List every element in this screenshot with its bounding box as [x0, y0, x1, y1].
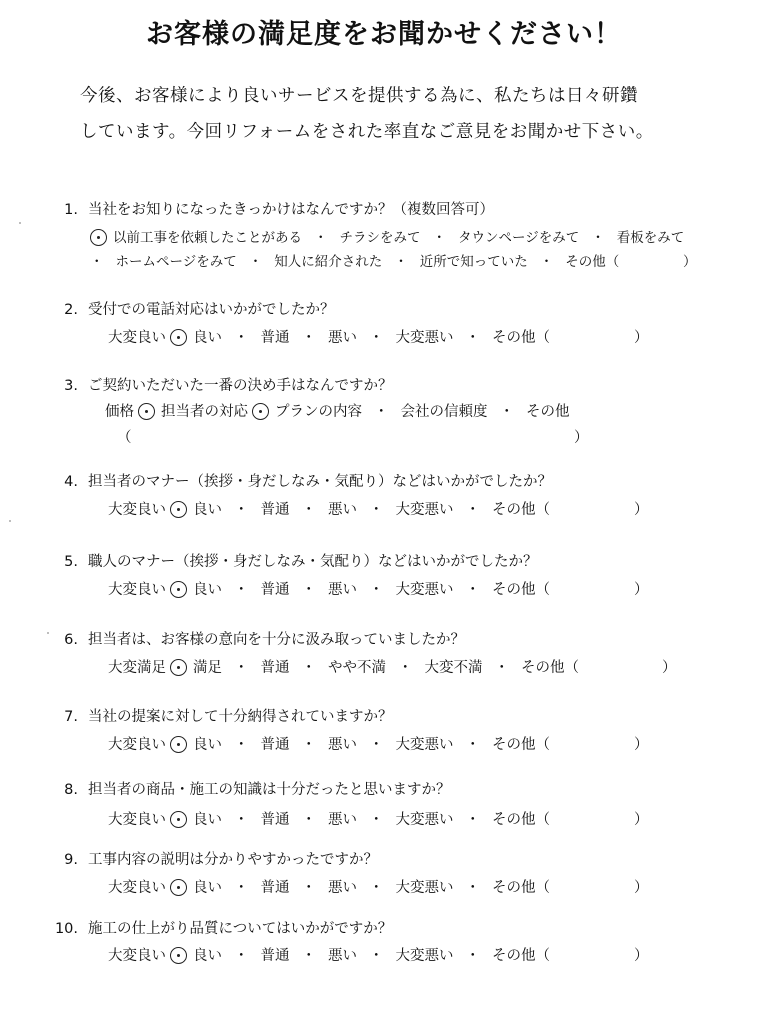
option-2[interactable]: 普通 — [260, 502, 290, 518]
selected-circle-icon — [170, 659, 187, 676]
option-0[interactable]: 大変良い — [108, 330, 166, 346]
option-0[interactable]: 大変良い — [108, 737, 166, 753]
question-number: 10. — [54, 921, 78, 937]
option-4[interactable]: 大変悪い — [395, 502, 454, 518]
option-4[interactable]: 大変悪い — [395, 812, 454, 828]
question-text: 職人のマナー（挨拶・身だしなみ・気配り）などはいかがでしたか？ — [88, 554, 538, 570]
question-text: 担当者は、お客様の意向を十分に汲み取っていましたか？ — [88, 632, 465, 648]
option-2[interactable]: 普通 — [260, 582, 290, 598]
selected-circle-icon — [170, 879, 187, 896]
separator: ・ — [465, 502, 480, 518]
option-4[interactable]: 大変悪い — [395, 948, 454, 964]
option-1[interactable]: 良い — [193, 737, 222, 753]
question-text: ご契約いただいた一番の決め手はなんですか？ — [88, 378, 393, 394]
option-4[interactable]: 大変悪い — [395, 737, 454, 753]
options-line — [108, 944, 550, 965]
separator: ・ — [369, 737, 384, 753]
separator: ・ — [234, 502, 249, 518]
option-0[interactable]: 大変良い — [108, 582, 166, 598]
option-4[interactable]: 大変不満 — [424, 660, 483, 676]
option-3[interactable]: やや不満 — [328, 660, 386, 676]
options-line-1: 以前工事を依頼したことがある ・ チラシをみて ・ タウンページをみて ・ 看板をみて — [90, 226, 684, 247]
option-3[interactable]: 悪い — [328, 502, 357, 518]
separator: ・ — [465, 737, 480, 753]
options-line: 価格 担当者の対応 プランの内容 ・ 会社の信頼度 ・ その他 — [105, 400, 570, 421]
question-text: 工事内容の説明は分かりやすかったですか？ — [88, 852, 378, 868]
option-2[interactable]: 普通 — [260, 330, 290, 346]
options-line — [108, 326, 550, 347]
option-1[interactable]: 良い — [193, 812, 222, 828]
option-5[interactable]: その他（ — [492, 330, 550, 346]
option-homepage[interactable]: ホームページをみて — [115, 254, 237, 270]
selected-circle-icon — [170, 947, 187, 964]
option-acquaintance[interactable]: 知人に紹介された — [274, 254, 383, 270]
selected-circle-icon — [170, 501, 187, 518]
option-3[interactable]: 悪い — [328, 737, 357, 753]
selected-circle-icon — [90, 229, 107, 246]
question-number: 3. — [64, 378, 78, 394]
close-paren: ） — [634, 812, 649, 828]
option-3[interactable]: 悪い — [328, 812, 357, 828]
option-0[interactable]: 大変満足 — [108, 660, 166, 676]
close-paren: ） — [634, 330, 649, 346]
separator: ・ — [369, 502, 384, 518]
question-number: 4. — [64, 474, 78, 490]
options-line — [108, 733, 550, 754]
option-0[interactable]: 大変良い — [108, 948, 166, 964]
close-paren: ） — [634, 948, 649, 964]
option-5[interactable]: その他（ — [492, 880, 550, 896]
question-number: 6. — [64, 632, 78, 648]
intro-line-1: 今後、お客様により良いサービスを提供する為に、私たちは日々研鑽 — [80, 86, 638, 106]
selected-circle-icon — [170, 329, 187, 346]
question-text: 担当者の商品・施工の知識は十分だったと思いますか？ — [88, 782, 451, 798]
option-3[interactable]: 悪い — [328, 880, 357, 896]
separator: ・ — [398, 660, 413, 676]
option-5[interactable]: その他（ — [521, 660, 579, 676]
question-number: 5. — [64, 554, 78, 570]
selected-circle-icon — [170, 736, 187, 753]
option-2[interactable]: 普通 — [260, 880, 290, 896]
separator: ・ — [234, 880, 249, 896]
options-line — [108, 808, 550, 829]
close-paren: ） — [634, 582, 649, 598]
option-2[interactable]: 普通 — [260, 660, 290, 676]
other-close-paren: ） — [574, 430, 589, 446]
separator: ・ — [465, 880, 480, 896]
selected-circle-icon — [138, 403, 155, 420]
option-2[interactable]: 普通 — [260, 948, 290, 964]
option-price[interactable]: 価格 — [105, 404, 134, 420]
close-paren: ） — [683, 254, 697, 270]
option-3[interactable]: 悪い — [328, 582, 357, 598]
separator: ・ — [234, 582, 249, 598]
option-4[interactable]: 大変悪い — [395, 330, 454, 346]
question-number: 8. — [64, 782, 78, 798]
selected-circle-icon — [252, 403, 269, 420]
separator: ・ — [369, 880, 384, 896]
separator: ・ — [301, 502, 316, 518]
close-paren: ） — [634, 737, 649, 753]
separator: ・ — [465, 812, 480, 828]
intro-line-2: しています。今回リフォームをされた率直なご意見をお聞かせ下さい。 — [80, 122, 654, 142]
option-2[interactable]: 普通 — [260, 737, 290, 753]
option-5[interactable]: その他（ — [492, 737, 550, 753]
option-previous-work[interactable]: 以前工事を依頼したことがある — [113, 230, 302, 246]
option-1[interactable]: 良い — [193, 948, 222, 964]
question-text: 受付での電話対応はいかがでしたか？ — [88, 302, 335, 318]
selected-circle-icon — [170, 811, 187, 828]
close-paren: ） — [634, 502, 649, 518]
question-number: 7. — [64, 709, 78, 725]
option-5[interactable]: その他（ — [492, 812, 550, 828]
options-line — [108, 876, 550, 897]
option-1[interactable]: 良い — [193, 880, 222, 896]
question-text: 当社の提案に対して十分納得されていますか？ — [88, 709, 393, 725]
option-signboard[interactable]: 看板をみて — [616, 230, 685, 246]
option-5[interactable]: その他（ — [492, 948, 550, 964]
option-4[interactable]: 大変悪い — [395, 582, 454, 598]
option-0[interactable]: 大変良い — [108, 812, 166, 828]
separator: ・ — [301, 582, 316, 598]
option-0[interactable]: 大変良い — [108, 502, 166, 518]
separator: ・ — [369, 812, 384, 828]
separator: ・ — [301, 812, 316, 828]
option-3[interactable]: 悪い — [328, 948, 357, 964]
option-1[interactable]: 良い — [193, 330, 222, 346]
question-text: 担当者のマナー（挨拶・身だしなみ・気配り）などはいかがでしたか？ — [88, 474, 552, 490]
option-staff-response[interactable]: 担当者の対応 — [161, 404, 248, 420]
option-3[interactable]: 悪い — [328, 330, 357, 346]
option-town-page[interactable]: タウンページをみて — [458, 230, 580, 246]
separator: ・ — [301, 660, 316, 676]
separator: ・ — [301, 330, 316, 346]
separator: ・ — [465, 582, 480, 598]
separator: ・ — [494, 660, 509, 676]
option-1[interactable]: 満足 — [193, 660, 222, 676]
question-text: 施工の仕上がり品質についてはいかがですか？ — [88, 921, 393, 937]
close-paren: ） — [634, 880, 649, 896]
option-1[interactable]: 良い — [193, 582, 222, 598]
option-0[interactable]: 大変良い — [108, 880, 166, 896]
option-5[interactable]: その他（ — [492, 582, 550, 598]
separator: ・ — [369, 330, 384, 346]
separator: ・ — [301, 948, 316, 964]
separator: ・ — [465, 948, 480, 964]
options-line — [108, 498, 550, 519]
separator: ・ — [234, 660, 249, 676]
options-line — [108, 656, 579, 677]
option-other[interactable]: その他（ — [565, 254, 620, 270]
option-neighborhood[interactable]: 近所で知っていた — [419, 254, 528, 270]
close-paren: ） — [662, 660, 677, 676]
options-line-2: ・ ホームページをみて ・ 知人に紹介された ・ 近所で知っていた ・ その他（ — [90, 250, 619, 270]
separator: ・ — [301, 737, 316, 753]
separator: ・ — [234, 812, 249, 828]
separator: ・ — [234, 948, 249, 964]
option-1[interactable]: 良い — [193, 502, 222, 518]
selected-circle-icon — [170, 581, 187, 598]
separator: ・ — [234, 330, 249, 346]
option-company-trust[interactable]: 会社の信頼度 — [400, 404, 488, 420]
question-number: 2. — [64, 302, 78, 318]
option-5[interactable]: その他（ — [492, 502, 550, 518]
separator: ・ — [301, 880, 316, 896]
option-other[interactable]: その他 — [526, 404, 570, 420]
separator: ・ — [369, 582, 384, 598]
other-open-paren: （ — [117, 430, 132, 446]
separator: ・ — [234, 737, 249, 753]
separator: ・ — [369, 948, 384, 964]
question-text: 当社をお知りになったきっかけはなんですか？（複数回答可） — [88, 202, 494, 218]
option-plan-content[interactable]: プランの内容 — [275, 404, 362, 420]
options-line — [108, 578, 550, 599]
option-flyer[interactable]: チラシをみて — [339, 230, 421, 246]
question-number: 9. — [64, 852, 78, 868]
option-4[interactable]: 大変悪い — [395, 880, 454, 896]
page-title: お客様の満足度をお聞かせください！ — [146, 19, 622, 50]
separator: ・ — [465, 330, 480, 346]
question-number: 1. — [64, 202, 78, 218]
option-2[interactable]: 普通 — [260, 812, 290, 828]
